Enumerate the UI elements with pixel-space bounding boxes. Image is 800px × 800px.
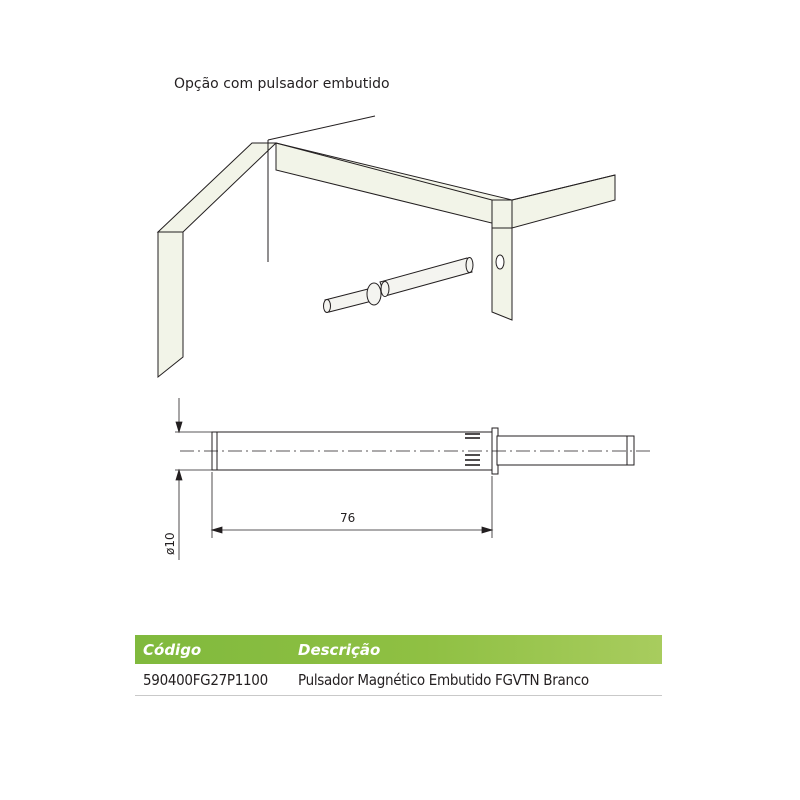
top-rail [276,143,512,228]
length-label: 76 [340,511,356,525]
diameter-label: ø10 [163,532,177,555]
back-top-line [268,116,375,140]
diameter-dimension [175,398,212,560]
header-description: Descrição [298,640,381,659]
cell-code: 590400FG27P1100 [143,670,268,689]
push-latch-3d [324,258,474,313]
left-panel-front [158,232,183,377]
right-post-top [492,200,512,228]
header-code: Código [143,640,202,659]
product-table [135,635,662,696]
table-header [135,635,662,664]
cabinet-illustration [158,143,615,377]
drawing-caption: Opção com pulsador embutido [174,76,390,92]
table-row [135,664,662,696]
top-rail-right [512,175,615,228]
right-post [492,228,512,320]
length-dimension [212,472,492,538]
cell-description: Pulsador Magnético Embutido FGVTN Branco [298,670,589,689]
left-panel-top-edge [158,143,276,232]
drill-hole [496,255,504,269]
